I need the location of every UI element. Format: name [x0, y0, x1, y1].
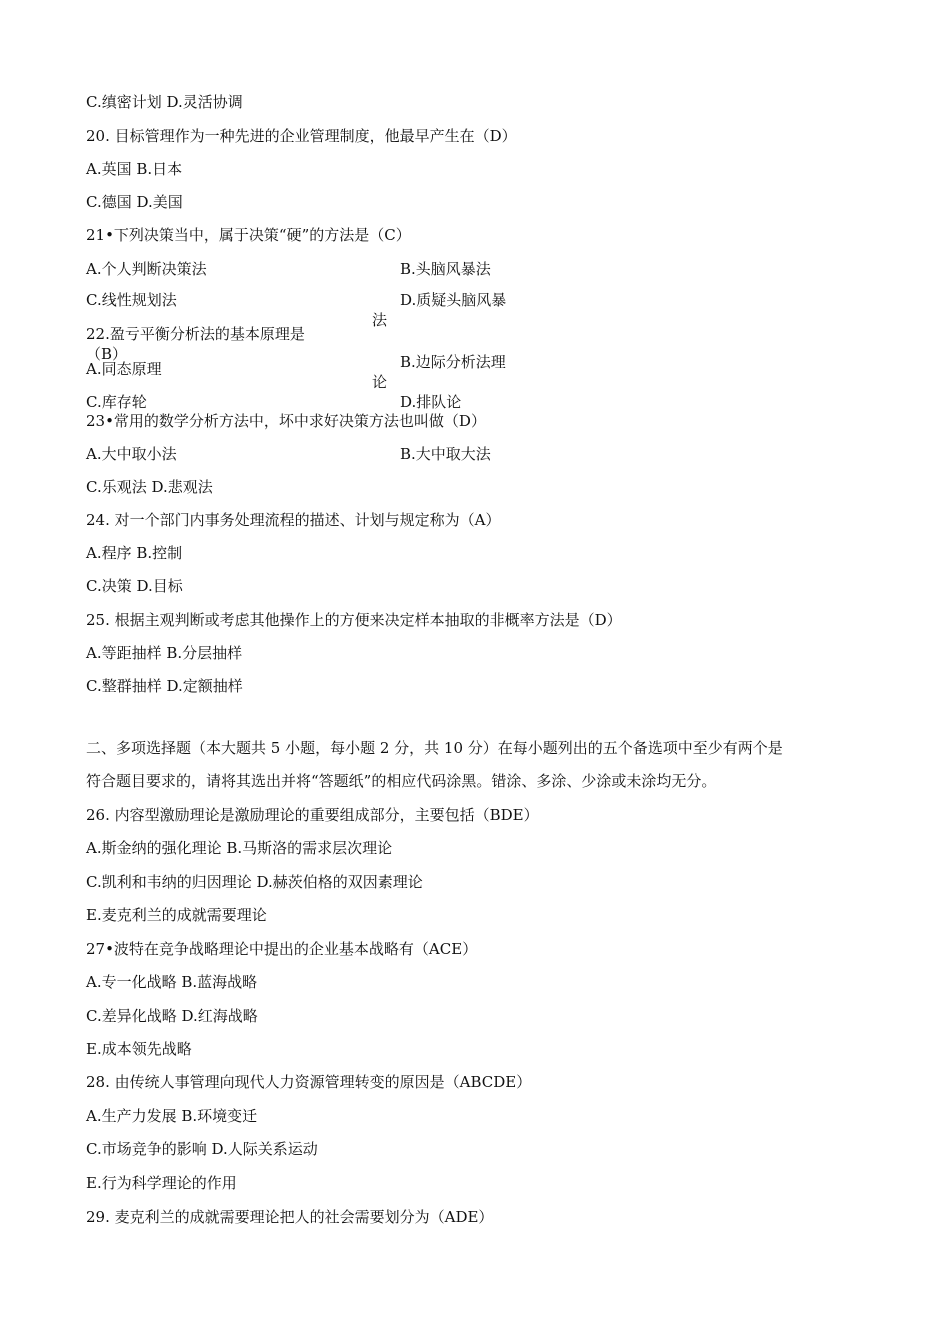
question-22: 22.盈亏平衡分析法的基本原理是 [86, 325, 305, 343]
answer-options-28-cd: C.市场竞争的影响 D.人际关系运动 [86, 1140, 318, 1158]
option-22-c: C.库存轮 [86, 393, 147, 411]
option-22-a: A.同态原理 [86, 360, 162, 378]
question-24: 24. 对一个部门内事务处理流程的描述、计划与规定称为（A） [86, 511, 501, 529]
option-23-b: B.大中取大法 [400, 445, 491, 463]
question-23: 23•常用的数学分析方法中，坏中求好决策方法也叫做（D） [86, 412, 486, 430]
option-22-b-overflow: 论 [372, 373, 388, 391]
option-21-d-overflow: 法 [372, 311, 388, 329]
answer-options-27-ab: A.专一化战略 B.蓝海战略 [86, 973, 258, 991]
answer-option-27-e: E.成本领先战略 [86, 1040, 192, 1058]
option-22-b: B.边际分析法理 [400, 353, 506, 371]
question-22-answer-clipped: （B） [86, 345, 128, 363]
section-2-heading: 二、多项选择题（本大题共 5 小题，每小题 2 分，共 10 分）在每小题列出的五个备选项中至少有两个是 [86, 739, 783, 757]
option-21-c: C.线性规划法 [86, 291, 177, 309]
answer-options-25-cd: C.整群抽样 D.定额抽样 [86, 677, 243, 695]
question-29: 29. 麦克利兰的成就需要理论把人的社会需要划分为（ADE） [86, 1208, 494, 1226]
answer-options-24-ab: A.程序 B.控制 [86, 544, 183, 562]
option-21-d: D.质疑头脑风暴 [400, 291, 507, 309]
answer-options-20-cd: C.德国 D.美国 [86, 193, 183, 211]
answer-option-26-e: E.麦克利兰的成就需要理论 [86, 906, 267, 924]
section-2-instructions: 符合题目要求的，请将其选出并将“答题纸”的相应代码涂黑。错涂、多涂、少涂或未涂均无分。 [86, 772, 717, 790]
option-21-b: B.头脑风暴法 [400, 260, 491, 278]
question-27: 27•波特在竞争战略理论中提出的企业基本战略有（ACE） [86, 940, 478, 958]
answer-options-24-cd: C.决策 D.目标 [86, 577, 183, 595]
option-21-a: A.个人判断决策法 [86, 260, 207, 278]
answer-option-28-e: E.行为科学理论的作用 [86, 1174, 237, 1192]
answer-options-28-ab: A.生产力发展 B.环境变迁 [86, 1107, 258, 1125]
answer-options-26-ab: A.斯金纳的强化理论 B.马斯洛的需求层次理论 [86, 839, 393, 857]
answer-options-26-cd: C.凯利和韦纳的归因理论 D.赫茨伯格的双因素理论 [86, 873, 423, 891]
question-25: 25. 根据主观判断或考虑其他操作上的方便来决定样本抽取的非概率方法是（D） [86, 611, 622, 629]
answer-options-25-ab: A.等距抽样 B.分层抽样 [86, 644, 243, 662]
answer-options-23-cd: C.乐观法 D.悲观法 [86, 478, 213, 496]
question-20: 20. 目标管理作为一种先进的企业管理制度，他最早产生在（D） [86, 127, 517, 145]
answer-options-27-cd: C.差异化战略 D.红海战略 [86, 1007, 258, 1025]
option-22-d: D.排队论 [400, 393, 462, 411]
answer-options-20-ab: A.英国 B.日本 [86, 160, 183, 178]
option-23-a: A.大中取小法 [86, 445, 177, 463]
question-26: 26. 内容型激励理论是激励理论的重要组成部分，主要包括（BDE） [86, 806, 539, 824]
answer-options-19-cd: C.缜密计划 D.灵活协调 [86, 93, 243, 111]
question-21: 21•下列决策当中，属于决策“硬”的方法是（C） [86, 226, 411, 244]
question-28: 28. 由传统人事管理向现代人力资源管理转变的原因是（ABCDE） [86, 1073, 532, 1091]
